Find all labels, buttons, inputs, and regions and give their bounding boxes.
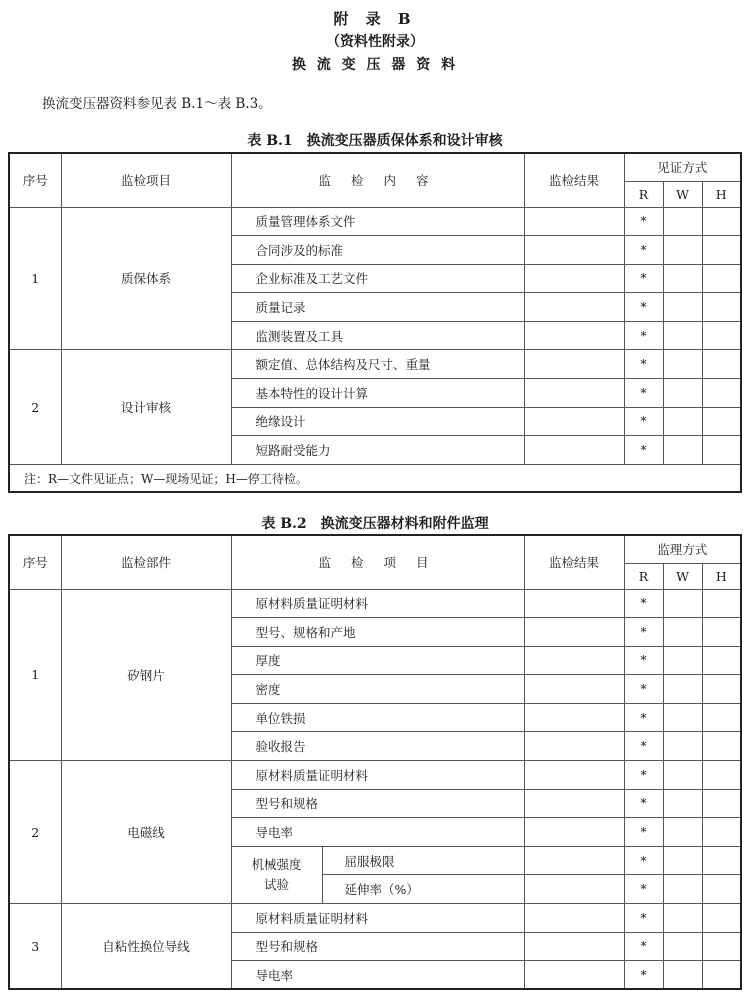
item-text: 企业标准及工艺文件 (231, 264, 524, 293)
table-row (9, 589, 741, 618)
result-cell (524, 350, 624, 379)
result-cell (524, 618, 624, 647)
h-cell (702, 436, 741, 465)
table-b1-note: 注：R—文件见证点；W—现场见证；H—停工待检。 (9, 464, 741, 492)
item-text: 原材料质量证明材料 (231, 904, 524, 933)
h-cell (702, 675, 741, 704)
r-mark: * (624, 589, 663, 618)
h-cell (702, 407, 741, 436)
item-text: 基本特性的设计计算 (231, 379, 524, 408)
h-cell (702, 875, 741, 904)
h-cell (702, 236, 741, 265)
table-row (9, 761, 741, 790)
w-cell (663, 407, 702, 436)
mech-strength-label (231, 846, 322, 903)
w-cell (663, 264, 702, 293)
item-text: 验收报告 (231, 732, 524, 761)
header-content: 监 检 内 容 (231, 153, 524, 207)
intro-paragraph: 换流变压器资料参见表 B.1～表 B.3。 (42, 96, 272, 112)
mech-label-line2: 试验 (263, 876, 289, 892)
r-mark: * (624, 846, 663, 875)
appendix-nature: （资料性附录） (326, 34, 424, 50)
result-cell (524, 961, 624, 990)
table-row (9, 207, 741, 236)
r-mark: * (624, 646, 663, 675)
w-cell (663, 932, 702, 961)
appendix-heading: 附 录 B (333, 10, 417, 28)
group-name: 设计审核 (61, 350, 231, 464)
result-cell (524, 589, 624, 618)
group-no: 3 (9, 904, 61, 990)
h-cell (702, 379, 741, 408)
h-cell (702, 761, 741, 790)
item-text: 屈服极限 (322, 846, 524, 875)
w-cell (663, 379, 702, 408)
result-cell (524, 904, 624, 933)
h-cell (702, 321, 741, 350)
table-b1-caption: 表 B.1 换流变压器质保体系和设计审核 (247, 133, 503, 149)
item-text: 质量管理体系文件 (231, 207, 524, 236)
group-no: 2 (9, 350, 61, 464)
r-mark: * (624, 961, 663, 990)
item-text: 绝缘设计 (231, 407, 524, 436)
result-cell (524, 407, 624, 436)
item-text: 延伸率（%） (322, 875, 524, 904)
h-cell (702, 207, 741, 236)
header-r: R (624, 563, 663, 589)
result-cell (524, 646, 624, 675)
header-no: 序号 (9, 535, 61, 589)
w-cell (663, 236, 702, 265)
h-cell (702, 293, 741, 322)
w-cell (663, 846, 702, 875)
item-text: 厚度 (231, 646, 524, 675)
h-cell (702, 932, 741, 961)
r-mark: * (624, 818, 663, 847)
w-cell (663, 761, 702, 790)
result-cell (524, 846, 624, 875)
h-cell (702, 646, 741, 675)
item-text: 质量记录 (231, 293, 524, 322)
mech-label-line1: 机械强度 (251, 856, 302, 872)
table-row (9, 350, 741, 379)
w-cell (663, 961, 702, 990)
h-cell (702, 703, 741, 732)
group-no: 1 (9, 207, 61, 350)
result-cell (524, 321, 624, 350)
h-cell (702, 589, 741, 618)
h-cell (702, 732, 741, 761)
header-method: 见证方式 (624, 153, 741, 181)
result-cell (524, 675, 624, 704)
table-b1 (8, 152, 742, 493)
r-mark: * (624, 350, 663, 379)
header-r: R (624, 181, 663, 207)
w-cell (663, 732, 702, 761)
r-mark: * (624, 675, 663, 704)
r-mark: * (624, 207, 663, 236)
w-cell (663, 703, 702, 732)
w-cell (663, 875, 702, 904)
item-text: 导电率 (231, 961, 524, 990)
h-cell (702, 618, 741, 647)
w-cell (663, 350, 702, 379)
r-mark: * (624, 732, 663, 761)
r-mark: * (624, 407, 663, 436)
group-no: 1 (9, 589, 61, 761)
result-cell (524, 264, 624, 293)
header-result: 监检结果 (524, 535, 624, 589)
r-mark: * (624, 236, 663, 265)
header-part: 监检部件 (61, 535, 231, 589)
r-mark: * (624, 321, 663, 350)
w-cell (663, 293, 702, 322)
group-name: 矽钢片 (61, 589, 231, 761)
r-mark: * (624, 379, 663, 408)
item-text: 导电率 (231, 818, 524, 847)
r-mark: * (624, 264, 663, 293)
item-text: 密度 (231, 675, 524, 704)
h-cell (702, 789, 741, 818)
result-cell (524, 761, 624, 790)
result-cell (524, 379, 624, 408)
w-cell (663, 789, 702, 818)
item-text: 额定值、总体结构及尺寸、重量 (231, 350, 524, 379)
header-method: 监理方式 (624, 535, 741, 563)
h-cell (702, 350, 741, 379)
w-cell (663, 618, 702, 647)
r-mark: * (624, 875, 663, 904)
item-text: 型号和规格 (231, 932, 524, 961)
result-cell (524, 207, 624, 236)
result-cell (524, 875, 624, 904)
item-text: 合同涉及的标准 (231, 236, 524, 265)
result-cell (524, 932, 624, 961)
group-name: 电磁线 (61, 761, 231, 904)
header-w: W (663, 563, 702, 589)
h-cell (702, 961, 741, 990)
result-cell (524, 703, 624, 732)
table-b2-caption: 表 B.2 换流变压器材料和附件监理 (261, 516, 489, 532)
h-cell (702, 818, 741, 847)
header-item: 监检项目 (61, 153, 231, 207)
item-text: 单位铁损 (231, 703, 524, 732)
header-result: 监检结果 (524, 153, 624, 207)
h-cell (702, 904, 741, 933)
h-cell (702, 846, 741, 875)
r-mark: * (624, 293, 663, 322)
table-row (9, 904, 741, 933)
item-text: 原材料质量证明材料 (231, 589, 524, 618)
w-cell (663, 436, 702, 465)
w-cell (663, 646, 702, 675)
header-w: W (663, 181, 702, 207)
header-h: H (702, 181, 741, 207)
group-name: 质保体系 (61, 207, 231, 350)
r-mark: * (624, 932, 663, 961)
result-cell (524, 436, 624, 465)
table-b2 (8, 534, 742, 990)
w-cell (663, 589, 702, 618)
w-cell (663, 904, 702, 933)
item-text: 型号、规格和产地 (231, 618, 524, 647)
w-cell (663, 818, 702, 847)
header-no: 序号 (9, 153, 61, 207)
h-cell (702, 264, 741, 293)
result-cell (524, 789, 624, 818)
w-cell (663, 207, 702, 236)
item-text: 型号和规格 (231, 789, 524, 818)
w-cell (663, 675, 702, 704)
r-mark: * (624, 436, 663, 465)
header-h: H (702, 563, 741, 589)
r-mark: * (624, 761, 663, 790)
result-cell (524, 293, 624, 322)
r-mark: * (624, 904, 663, 933)
item-text: 短路耐受能力 (231, 436, 524, 465)
r-mark: * (624, 703, 663, 732)
group-name: 自粘性换位导线 (61, 904, 231, 990)
r-mark: * (624, 789, 663, 818)
header-item: 监 检 项 目 (231, 535, 524, 589)
item-text: 监测装置及工具 (231, 321, 524, 350)
result-cell (524, 732, 624, 761)
result-cell (524, 236, 624, 265)
w-cell (663, 321, 702, 350)
appendix-title: 换 流 变 压 器 资 料 (291, 57, 459, 73)
r-mark: * (624, 618, 663, 647)
group-no: 2 (9, 761, 61, 904)
item-text: 原材料质量证明材料 (231, 761, 524, 790)
result-cell (524, 818, 624, 847)
